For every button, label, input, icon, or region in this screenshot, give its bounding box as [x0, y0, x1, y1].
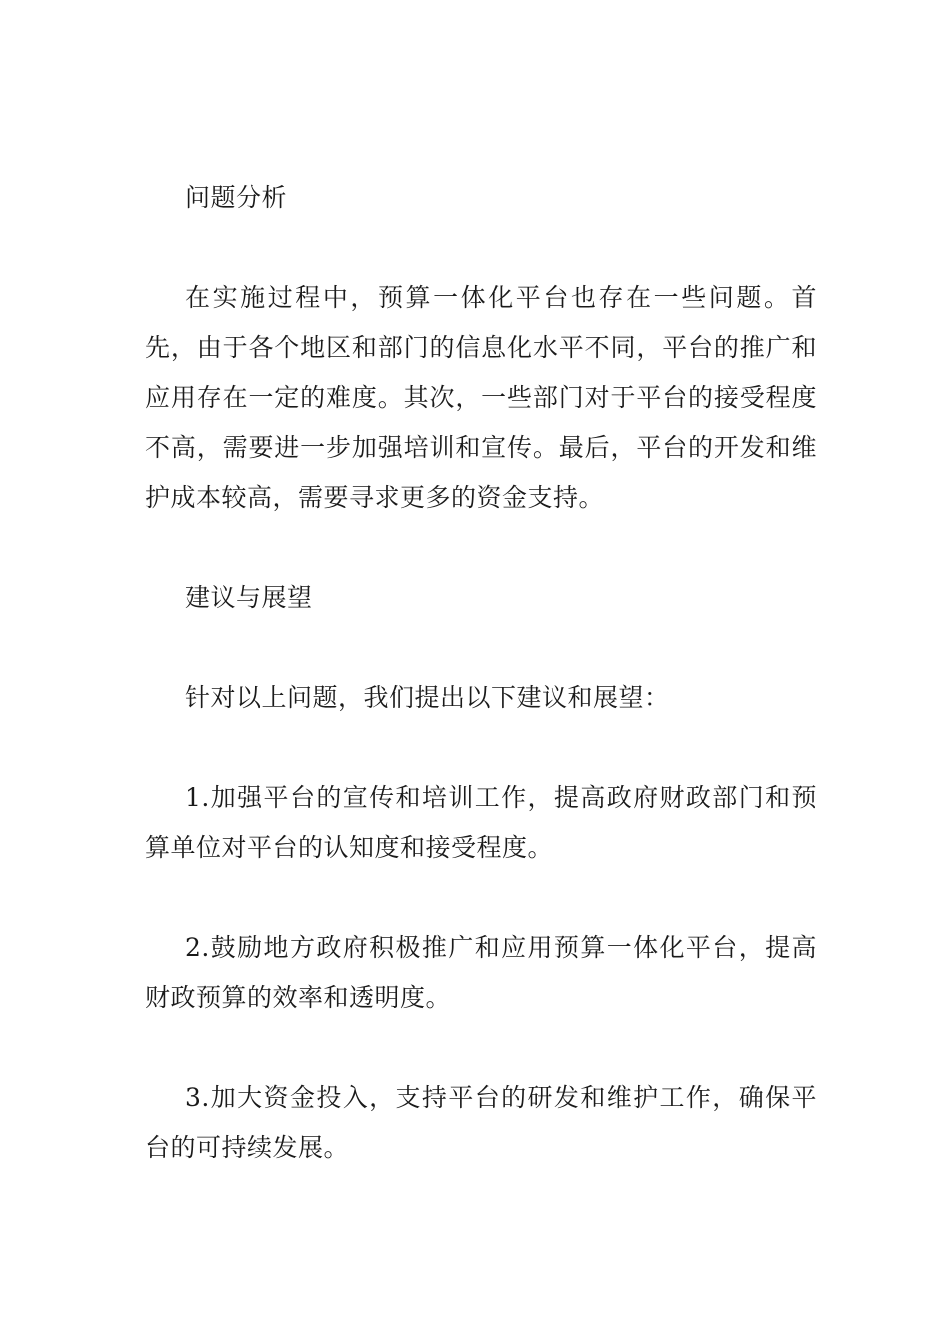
suggestion-item-2: 2.鼓励地方政府积极推广和应用预算一体化平台，提高财政预算的效率和透明度。 [145, 933, 817, 1012]
paragraph-problems: 在实施过程中，预算一体化平台也存在一些问题。首先，由于各个地区和部门的信息化水平不同，平台的推广和应用存在一定的难度。其次，一些部门对于平台的接受程度不高，需要进一步加强培训和宣传。最后，平台的开发和维护成本较高，需要寻求更多的资金支持。 [145, 283, 817, 512]
paragraph-suggestions-intro: 针对以上问题，我们提出以下建议和展望： [185, 683, 670, 712]
suggestion-item-3: 3.加大资金投入，支持平台的研发和维护工作，确保平台的可持续发展。 [145, 1083, 817, 1162]
document-body [145, 173, 817, 1223]
suggestion-item-1: 1.加强平台的宣传和培训工作，提高政府财政部门和预算单位对平台的认知度和接受程度。 [145, 783, 817, 862]
section-heading-problem-analysis: 问题分析 [185, 183, 288, 212]
section-heading-suggestions: 建议与展望 [185, 583, 313, 612]
